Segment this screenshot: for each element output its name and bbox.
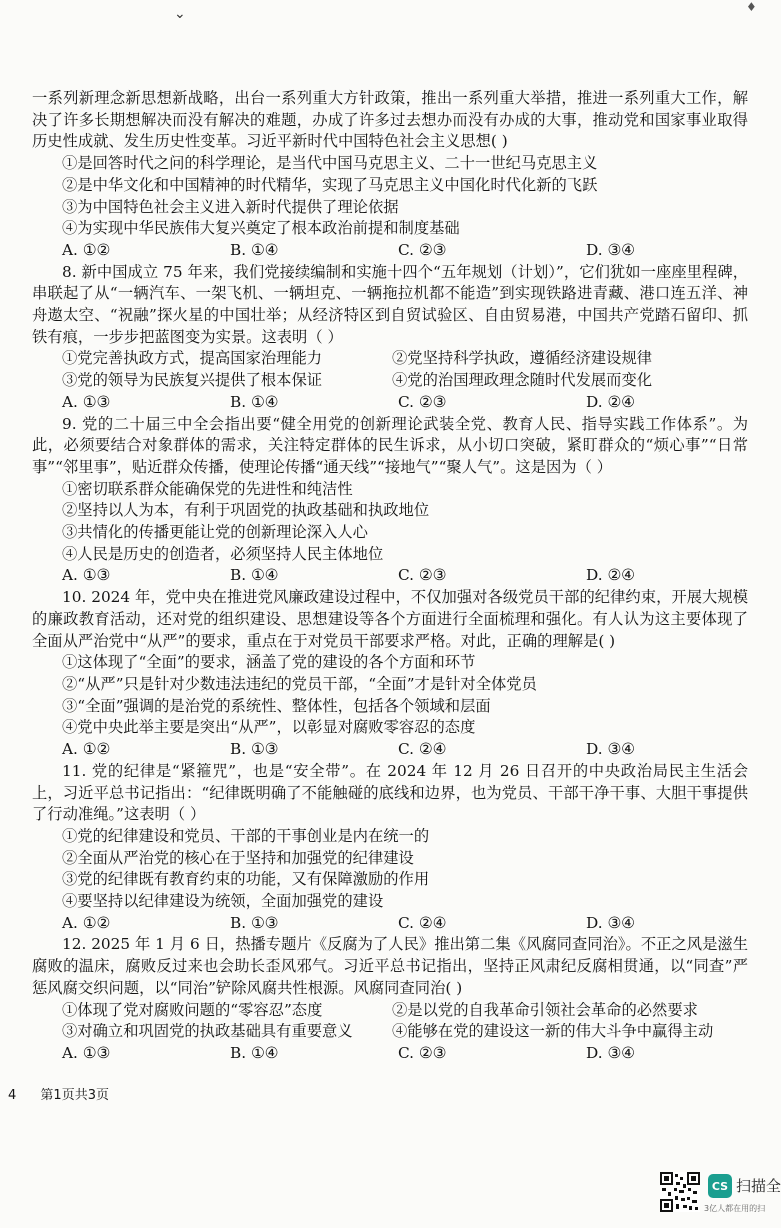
q7-option-4: ④为实现中华民族伟大复兴奠定了根本政治前提和制度基础 — [62, 219, 460, 238]
q12-answer-b: B. ①④ — [230, 1043, 279, 1062]
q10-answers — [32, 739, 748, 761]
page-footer — [8, 1084, 109, 1103]
q7-answer-d: D. ③④ — [586, 240, 635, 259]
q7-answer-c: C. ②③ — [398, 240, 447, 259]
scanner-app-name: 扫描全 — [736, 1177, 781, 1195]
q12-answer-a: A. ①③ — [62, 1043, 111, 1062]
q12-option-3: ③对确立和巩固党的执政基础具有重要意义 — [62, 1022, 353, 1041]
q11-option-4: ④要坚持以纪律建设为统领，全面加强党的建设 — [62, 892, 384, 911]
question-11-stem: 11. 党的纪律是“紧箍咒”，也是“安全带”。在 2024 年 12 月 26 日召开的中央政治局民主生活会上，习近平总书记指出：“纪律既明确了不能触碰的底线和边界，也为党员、干部干净干事、大胆干事提供了行动准绳。”这表明（ ） — [32, 761, 748, 824]
q10-option-1: ①这体现了“全面”的要求，涵盖了党的建设的各个方面和环节 — [62, 653, 476, 672]
q12-option-1: ①体现了党对腐败问题的“零容忍”态度 — [62, 1000, 323, 1019]
scanner-tagline: 3亿人都在用的扫 — [704, 1204, 766, 1213]
q9-option-1: ①密切联系群众能确保党的先进性和纯洁性 — [62, 479, 353, 498]
q8-answer-a: A. ①③ — [62, 392, 111, 411]
q8-option-3: ③党的领导为民族复兴提供了根本保证 — [62, 371, 323, 390]
question-9-stem: 9. 党的二十届三中全会指出要“健全用党的创新理论武装全党、教育人民、指导实践工作体系”。为此，必须要结合对象群体的需求，关注特定群体的民生诉求，从小切口突破，紧盯群众的“烦心事”“日常事”“邻里事”，贴近群众传播，使理论传播“通天线”“接地气”“聚人气”。这是因为（ ） — [32, 414, 748, 476]
q8-answer-b: B. ①④ — [230, 392, 279, 411]
q10-answer-b: B. ①③ — [230, 740, 279, 759]
q11-option-1: ①党的纪律建设和党员、干部的干事创业是内在统一的 — [62, 826, 430, 845]
qr-code-icon — [660, 1172, 700, 1212]
q12-answer-d: D. ③④ — [586, 1043, 635, 1062]
q8-answers — [32, 392, 748, 414]
q12-answer-c: C. ②③ — [398, 1043, 447, 1062]
q8-answer-d: D. ②④ — [586, 392, 635, 411]
footer-left-mark: 4 — [8, 1088, 17, 1103]
q9-answers — [32, 565, 748, 587]
page-content — [32, 88, 748, 1065]
q12-option-4: ④能够在党的建设这一新的伟大斗争中赢得主动 — [392, 1022, 714, 1041]
q11-option-3: ③党的纪律既有教育约束的功能，又有保障激励的作用 — [62, 870, 430, 889]
q8-answer-c: C. ②③ — [398, 392, 447, 411]
q9-answer-d: D. ②④ — [586, 566, 635, 585]
q9-answer-a: A. ①③ — [62, 566, 111, 585]
question-8-stem: 8. 新中国成立 75 年来，我们党接续编制和实施十四个“五年规划（计划）”，它们犹如一座座里程碑，串联起了从“一辆汽车、一架飞机、一辆坦克、一辆拖拉机都不能造”到实现铁路进青藏、港口连五洋、神舟遨太空、“祝融”探火星的中国壮举；从经济特区到自贸试验区、自由贸易港，中国共产党踏石留印、抓铁有痕，一步步把蓝图变为实景。这表明（ ） — [32, 262, 748, 346]
q7-option-3: ③为中国特色社会主义进入新时代提供了理论依据 — [62, 197, 399, 216]
q10-option-2: ②“从严”只是针对少数违法违纪的党员干部，“全面”才是针对全体党员 — [62, 674, 537, 693]
q8-option-2: ②党坚持科学执政，遵循经济建设规律 — [392, 349, 653, 368]
top-scan-mark: ⌄ — [174, 6, 186, 22]
q7-answer-a: A. ①② — [62, 240, 111, 259]
q8-option-4: ④党的治国理政理念随时代发展而变化 — [392, 371, 653, 390]
question-7-stem: 一系列新理念新思想新战略，出台一系列重大方针政策，推出一系列重大举措，推进一系列重大工作，解决了许多长期想解决而没有解决的难题，办成了许多过去想办而没有办成的大事，推动党和国家事业取得历史性成就、发生历史性变革。习近平新时代中国特色社会主义思想( ) — [32, 89, 748, 151]
q9-option-2: ②坚持以人为本，有利于巩固党的执政基础和执政地位 — [62, 501, 430, 520]
camscanner-logo-icon: CS — [708, 1174, 732, 1198]
q8-options — [32, 348, 748, 391]
q7-answers — [32, 240, 748, 262]
page-number: 第1页共3页 — [40, 1088, 109, 1103]
q10-option-3: ③“全面”强调的是治党的系统性、整体性，包括各个领域和层面 — [62, 696, 491, 715]
q9-option-4: ④人民是历史的创造者，必须坚持人民主体地位 — [62, 544, 384, 563]
q10-answer-c: C. ②④ — [398, 740, 447, 759]
q7-option-2: ②是中华文化和中国精神的时代精华，实现了马克思主义中国化时代化新的飞跃 — [62, 175, 598, 194]
q7-option-1: ①是回答时代之问的科学理论，是当代中国马克思主义、二十一世纪马克思主义 — [62, 154, 598, 173]
q11-answer-a: A. ①② — [62, 913, 111, 932]
question-12-stem: 12. 2025 年 1 月 6 日，热播专题片《反腐为了人民》推出第二集《风腐同查同治》。不正之风是滋生腐败的温床，腐败反过来也会助长歪风邪气。习近平总书记指出，坚持正风肃纪反腐相贯通，以“同查”严惩风腐交织问题，以“同治”铲除风腐共性根源。风腐同查同治( ) — [32, 935, 748, 997]
q7-answer-b: B. ①④ — [230, 240, 279, 259]
question-10-stem: 10. 2024 年，党中央在推进党风廉政建设过程中，不仅加强对各级党员干部的纪律约束，开展大规模的廉政教育活动，还对党的组织建设、思想建设等各个方面进行全面梳理和强化。有人认为这主要体现了全面从严治党中“从严”的要求，重点在于对党员干部要求严格。对此，正确的理解是( ) — [32, 588, 748, 650]
q9-answer-b: B. ①④ — [230, 566, 279, 585]
q9-option-3: ③共情化的传播更能让党的创新理论深入人心 — [62, 523, 368, 542]
q10-option-4: ④党中央此举主要是突出“从严”，以彰显对腐败零容忍的态度 — [62, 718, 476, 737]
q12-options — [32, 1000, 748, 1043]
q12-option-2: ②是以党的自我革命引领社会革命的必然要求 — [392, 1000, 698, 1019]
q9-answer-c: C. ②③ — [398, 566, 447, 585]
q11-answers — [32, 913, 748, 935]
q11-answer-d: D. ③④ — [586, 913, 635, 932]
q12-answers — [32, 1043, 748, 1065]
q10-answer-d: D. ③④ — [586, 740, 635, 759]
q11-option-2: ②全面从严治党的核心在于坚持和加强党的纪律建设 — [62, 848, 414, 867]
q10-answer-a: A. ①② — [62, 740, 111, 759]
q8-option-1: ①党完善执政方式，提高国家治理能力 — [62, 349, 323, 368]
top-right-mark: ♦ — [746, 0, 757, 14]
q11-answer-c: C. ②④ — [398, 913, 447, 932]
q11-answer-b: B. ①③ — [230, 913, 279, 932]
